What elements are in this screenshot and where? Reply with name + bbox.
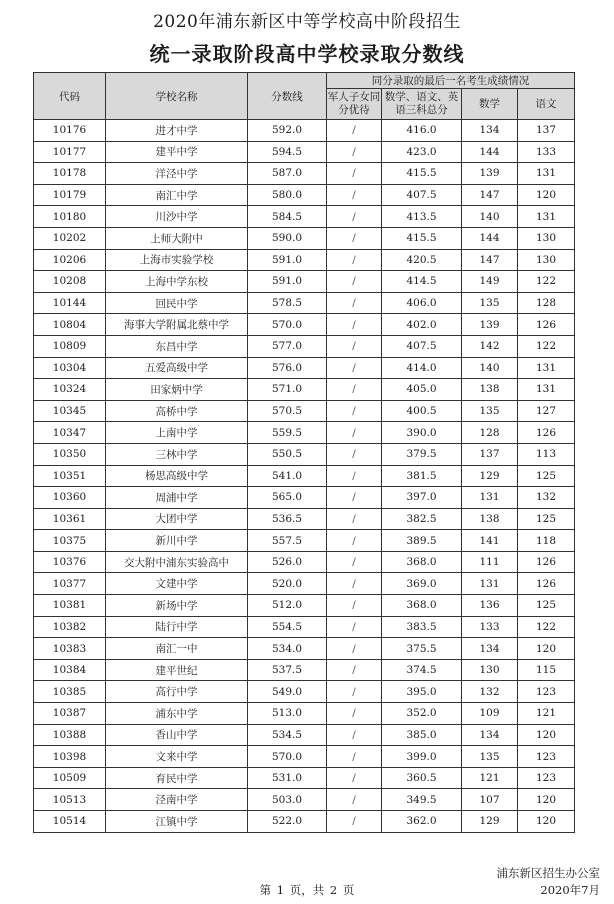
cell-school-name: 上海市实验学校: [106, 249, 248, 271]
cell-score-line: 534.5: [248, 724, 327, 746]
cell-school-name: 文建中学: [106, 573, 248, 595]
cell-military-priority: /: [327, 422, 382, 444]
cell-score-line: 512.0: [248, 595, 327, 617]
cell-math: 134: [462, 120, 518, 142]
cell-score-line: 580.0: [248, 184, 327, 206]
cell-code: 10513: [34, 789, 106, 811]
cell-code: 10361: [34, 508, 106, 530]
cell-math: 130: [462, 659, 518, 681]
cell-three-subject-total: 395.0: [382, 681, 462, 703]
cell-math: 134: [462, 724, 518, 746]
cell-score-line: 513.0: [248, 703, 327, 725]
cell-score-line: 549.0: [248, 681, 327, 703]
cell-chinese: 128: [518, 292, 575, 314]
cell-chinese: 123: [518, 681, 575, 703]
cell-score-line: 541.0: [248, 465, 327, 487]
table-row: [34, 789, 575, 811]
table-row: [34, 595, 575, 617]
cell-score-line: 550.5: [248, 443, 327, 465]
header-code: 代码: [34, 73, 106, 120]
cell-code: 10514: [34, 811, 106, 833]
cell-school-name: 大团中学: [106, 508, 248, 530]
cell-chinese: 115: [518, 659, 575, 681]
cell-military-priority: /: [327, 271, 382, 293]
cell-chinese: 122: [518, 335, 575, 357]
table-row: [34, 314, 575, 336]
cell-code: 10345: [34, 400, 106, 422]
cell-military-priority: /: [327, 487, 382, 509]
cell-chinese: 130: [518, 227, 575, 249]
cell-score-line: 576.0: [248, 357, 327, 379]
cell-math: 137: [462, 443, 518, 465]
cell-school-name: 育民中学: [106, 767, 248, 789]
cell-school-name: 新场中学: [106, 595, 248, 617]
cell-school-name: 南汇一中: [106, 638, 248, 660]
cell-chinese: 131: [518, 379, 575, 401]
cell-chinese: 123: [518, 746, 575, 768]
table-row: [34, 573, 575, 595]
cell-school-name: 进才中学: [106, 120, 248, 142]
cell-three-subject-total: 352.0: [382, 703, 462, 725]
cell-chinese: 126: [518, 314, 575, 336]
cell-three-subject-total: 374.5: [382, 659, 462, 681]
header-tie-group: 同分录取的最后一名考生成绩情况: [327, 73, 575, 89]
cell-school-name: 高行中学: [106, 681, 248, 703]
table-row: [34, 120, 575, 142]
table-row: [34, 767, 575, 789]
cell-three-subject-total: 379.5: [382, 443, 462, 465]
cell-military-priority: /: [327, 314, 382, 336]
table-row: [34, 487, 575, 509]
cell-code: 10347: [34, 422, 106, 444]
cell-military-priority: /: [327, 292, 382, 314]
cell-score-line: 536.5: [248, 508, 327, 530]
table-row: [34, 443, 575, 465]
cell-three-subject-total: 402.0: [382, 314, 462, 336]
cell-chinese: 131: [518, 206, 575, 228]
cell-military-priority: /: [327, 141, 382, 163]
cell-military-priority: /: [327, 357, 382, 379]
cell-three-subject-total: 368.0: [382, 595, 462, 617]
cell-score-line: 554.5: [248, 616, 327, 638]
cell-code: 10382: [34, 616, 106, 638]
cell-math: 149: [462, 271, 518, 293]
cell-code: 10177: [34, 141, 106, 163]
cell-school-name: 泾南中学: [106, 789, 248, 811]
cell-school-name: 文来中学: [106, 746, 248, 768]
table-row: [34, 551, 575, 573]
cell-chinese: 125: [518, 595, 575, 617]
table-row: [34, 249, 575, 271]
cell-military-priority: /: [327, 573, 382, 595]
cell-math: 139: [462, 314, 518, 336]
cell-three-subject-total: 415.5: [382, 163, 462, 185]
cell-code: 10176: [34, 120, 106, 142]
cell-math: 135: [462, 400, 518, 422]
cell-military-priority: /: [327, 681, 382, 703]
cell-school-name: 上师大附中: [106, 227, 248, 249]
cell-score-line: 590.0: [248, 227, 327, 249]
header-three-subject-total: 数学、语文、英语三科总分: [382, 89, 462, 120]
table-row: [34, 465, 575, 487]
cell-school-name: 陆行中学: [106, 616, 248, 638]
cell-chinese: 130: [518, 249, 575, 271]
cell-code: 10304: [34, 357, 106, 379]
cell-code: 10351: [34, 465, 106, 487]
cell-three-subject-total: 385.0: [382, 724, 462, 746]
cell-score-line: 559.5: [248, 422, 327, 444]
cell-three-subject-total: 389.5: [382, 530, 462, 552]
cell-military-priority: /: [327, 206, 382, 228]
cell-three-subject-total: 390.0: [382, 422, 462, 444]
table-row: [34, 724, 575, 746]
table-row: [34, 379, 575, 401]
cell-chinese: 131: [518, 163, 575, 185]
cell-school-name: 回民中学: [106, 292, 248, 314]
cell-military-priority: /: [327, 120, 382, 142]
cell-school-name: 五爱高级中学: [106, 357, 248, 379]
cell-math: 135: [462, 292, 518, 314]
cell-chinese: 123: [518, 767, 575, 789]
cell-code: 10206: [34, 249, 106, 271]
issue-date: 2020年7月: [540, 883, 600, 897]
cell-school-name: 东昌中学: [106, 335, 248, 357]
cell-score-line: 570.5: [248, 400, 327, 422]
cell-math: 129: [462, 465, 518, 487]
cell-school-name: 新川中学: [106, 530, 248, 552]
cell-code: 10180: [34, 206, 106, 228]
cell-military-priority: /: [327, 659, 382, 681]
cell-code: 10509: [34, 767, 106, 789]
cell-score-line: 578.5: [248, 292, 327, 314]
cell-math: 107: [462, 789, 518, 811]
cell-math: 141: [462, 530, 518, 552]
cell-math: 142: [462, 335, 518, 357]
cell-math: 111: [462, 551, 518, 573]
cell-chinese: 126: [518, 573, 575, 595]
cell-military-priority: /: [327, 249, 382, 271]
cell-military-priority: /: [327, 724, 382, 746]
table-row: [34, 163, 575, 185]
cell-chinese: 120: [518, 184, 575, 206]
cell-score-line: 526.0: [248, 551, 327, 573]
cell-military-priority: /: [327, 465, 382, 487]
cell-math: 129: [462, 811, 518, 833]
cell-code: 10375: [34, 530, 106, 552]
cell-code: 10384: [34, 659, 106, 681]
cell-school-name: 三林中学: [106, 443, 248, 465]
cell-code: 10144: [34, 292, 106, 314]
cell-chinese: 137: [518, 120, 575, 142]
cell-score-line: 577.0: [248, 335, 327, 357]
header-score-line: 分数线: [248, 73, 327, 120]
cell-three-subject-total: 416.0: [382, 120, 462, 142]
cell-math: 147: [462, 249, 518, 271]
header-chinese: 语文: [518, 89, 575, 120]
cell-three-subject-total: 369.0: [382, 573, 462, 595]
cell-score-line: 557.5: [248, 530, 327, 552]
cell-military-priority: /: [327, 163, 382, 185]
cell-school-name: 江镇中学: [106, 811, 248, 833]
cell-military-priority: /: [327, 551, 382, 573]
cell-score-line: 594.5: [248, 141, 327, 163]
cell-chinese: 132: [518, 487, 575, 509]
table-row: [34, 335, 575, 357]
cell-school-name: 川沙中学: [106, 206, 248, 228]
cell-score-line: 571.0: [248, 379, 327, 401]
cell-chinese: 113: [518, 443, 575, 465]
cell-school-name: 南汇中学: [106, 184, 248, 206]
cell-score-line: 591.0: [248, 271, 327, 293]
cell-math: 128: [462, 422, 518, 444]
cell-code: 10804: [34, 314, 106, 336]
document-subtitle: 统一录取阶段高中学校录取分数线: [149, 42, 465, 66]
cell-code: 10388: [34, 724, 106, 746]
cell-three-subject-total: 423.0: [382, 141, 462, 163]
table-row: [34, 227, 575, 249]
cell-code: 10202: [34, 227, 106, 249]
cell-code: 10383: [34, 638, 106, 660]
cell-code: 10179: [34, 184, 106, 206]
cell-math: 139: [462, 163, 518, 185]
cell-three-subject-total: 382.5: [382, 508, 462, 530]
table-row: [34, 746, 575, 768]
cell-code: 10385: [34, 681, 106, 703]
cell-code: 10381: [34, 595, 106, 617]
cell-three-subject-total: 413.5: [382, 206, 462, 228]
table-row: [34, 400, 575, 422]
cell-three-subject-total: 375.5: [382, 638, 462, 660]
table-row: [34, 292, 575, 314]
cell-military-priority: /: [327, 767, 382, 789]
table-row: [34, 357, 575, 379]
cell-military-priority: /: [327, 595, 382, 617]
cell-code: 10377: [34, 573, 106, 595]
cell-chinese: 127: [518, 400, 575, 422]
cell-score-line: 537.5: [248, 659, 327, 681]
cell-school-name: 洋泾中学: [106, 163, 248, 185]
cell-military-priority: /: [327, 379, 382, 401]
cell-score-line: 584.5: [248, 206, 327, 228]
cell-math: 140: [462, 357, 518, 379]
cell-chinese: 121: [518, 703, 575, 725]
cell-code: 10387: [34, 703, 106, 725]
cell-military-priority: /: [327, 811, 382, 833]
cell-three-subject-total: 383.5: [382, 616, 462, 638]
cell-code: 10398: [34, 746, 106, 768]
table-row: [34, 206, 575, 228]
cell-military-priority: /: [327, 703, 382, 725]
cell-chinese: 120: [518, 811, 575, 833]
cell-math: 133: [462, 616, 518, 638]
cell-code: 10350: [34, 443, 106, 465]
cell-school-name: 海事大学附属北蔡中学: [106, 314, 248, 336]
table-row: [34, 271, 575, 293]
cell-math: 131: [462, 573, 518, 595]
cell-three-subject-total: 407.5: [382, 335, 462, 357]
cell-math: 138: [462, 508, 518, 530]
score-table: [33, 72, 575, 833]
header-school-name: 学校名称: [106, 73, 248, 120]
cell-military-priority: /: [327, 184, 382, 206]
cell-school-name: 田家炳中学: [106, 379, 248, 401]
cell-three-subject-total: 407.5: [382, 184, 462, 206]
cell-math: 134: [462, 638, 518, 660]
cell-chinese: 120: [518, 789, 575, 811]
table-row: [34, 703, 575, 725]
table-row: [34, 681, 575, 703]
cell-code: 10360: [34, 487, 106, 509]
table-row: [34, 508, 575, 530]
cell-math: 136: [462, 595, 518, 617]
cell-code: 10208: [34, 271, 106, 293]
cell-three-subject-total: 360.5: [382, 767, 462, 789]
cell-three-subject-total: 420.5: [382, 249, 462, 271]
table-row: [34, 530, 575, 552]
cell-chinese: 125: [518, 508, 575, 530]
cell-score-line: 531.0: [248, 767, 327, 789]
cell-chinese: 122: [518, 271, 575, 293]
cell-math: 144: [462, 227, 518, 249]
cell-school-name: 浦东中学: [106, 703, 248, 725]
cell-math: 147: [462, 184, 518, 206]
cell-chinese: 126: [518, 551, 575, 573]
cell-military-priority: /: [327, 616, 382, 638]
cell-chinese: 126: [518, 422, 575, 444]
cell-military-priority: /: [327, 508, 382, 530]
cell-three-subject-total: 362.0: [382, 811, 462, 833]
cell-three-subject-total: 414.5: [382, 271, 462, 293]
cell-school-name: 香山中学: [106, 724, 248, 746]
cell-math: 109: [462, 703, 518, 725]
cell-chinese: 120: [518, 638, 575, 660]
cell-chinese: 133: [518, 141, 575, 163]
cell-military-priority: /: [327, 227, 382, 249]
cell-three-subject-total: 406.0: [382, 292, 462, 314]
cell-three-subject-total: 368.0: [382, 551, 462, 573]
header-military-priority: 军人子女同分优待: [327, 89, 382, 120]
cell-score-line: 565.0: [248, 487, 327, 509]
cell-math: 140: [462, 206, 518, 228]
cell-math: 138: [462, 379, 518, 401]
cell-school-name: 高桥中学: [106, 400, 248, 422]
issuing-office: 浦东新区招生办公室: [496, 866, 600, 880]
cell-code: 10324: [34, 379, 106, 401]
cell-code: 10178: [34, 163, 106, 185]
cell-chinese: 120: [518, 724, 575, 746]
cell-school-name: 建平中学: [106, 141, 248, 163]
page-number: 第 1 页，共 2 页: [259, 883, 355, 897]
cell-military-priority: /: [327, 400, 382, 422]
cell-three-subject-total: 415.5: [382, 227, 462, 249]
document-title: 2020年浦东新区中等学校高中阶段招生: [153, 12, 461, 32]
cell-military-priority: /: [327, 746, 382, 768]
cell-three-subject-total: 381.5: [382, 465, 462, 487]
cell-code: 10376: [34, 551, 106, 573]
cell-three-subject-total: 400.5: [382, 400, 462, 422]
cell-military-priority: /: [327, 638, 382, 660]
cell-school-name: 建平世纪: [106, 659, 248, 681]
score-table-body: [34, 120, 575, 833]
cell-math: 121: [462, 767, 518, 789]
cell-score-line: 587.0: [248, 163, 327, 185]
cell-military-priority: /: [327, 530, 382, 552]
cell-school-name: 上南中学: [106, 422, 248, 444]
cell-chinese: 122: [518, 616, 575, 638]
cell-three-subject-total: 399.0: [382, 746, 462, 768]
cell-three-subject-total: 405.0: [382, 379, 462, 401]
cell-school-name: 杨思高级中学: [106, 465, 248, 487]
cell-score-line: 570.0: [248, 314, 327, 336]
cell-score-line: 503.0: [248, 789, 327, 811]
cell-score-line: 522.0: [248, 811, 327, 833]
cell-chinese: 125: [518, 465, 575, 487]
table-row: [34, 811, 575, 833]
cell-score-line: 591.0: [248, 249, 327, 271]
cell-code: 10809: [34, 335, 106, 357]
table-row: [34, 422, 575, 444]
cell-score-line: 520.0: [248, 573, 327, 595]
cell-three-subject-total: 397.0: [382, 487, 462, 509]
cell-score-line: 534.0: [248, 638, 327, 660]
cell-chinese: 118: [518, 530, 575, 552]
cell-math: 132: [462, 681, 518, 703]
cell-school-name: 上海中学东校: [106, 271, 248, 293]
cell-math: 144: [462, 141, 518, 163]
header-math: 数学: [462, 89, 518, 120]
cell-score-line: 570.0: [248, 746, 327, 768]
cell-military-priority: /: [327, 789, 382, 811]
table-row: [34, 638, 575, 660]
cell-score-line: 592.0: [248, 120, 327, 142]
table-row: [34, 141, 575, 163]
cell-three-subject-total: 414.0: [382, 357, 462, 379]
table-row: [34, 659, 575, 681]
cell-school-name: 交大附中浦东实验高中: [106, 551, 248, 573]
cell-math: 131: [462, 487, 518, 509]
cell-military-priority: /: [327, 443, 382, 465]
cell-military-priority: /: [327, 335, 382, 357]
table-row: [34, 616, 575, 638]
cell-math: 135: [462, 746, 518, 768]
cell-school-name: 周浦中学: [106, 487, 248, 509]
cell-three-subject-total: 349.5: [382, 789, 462, 811]
table-row: [34, 184, 575, 206]
cell-chinese: 131: [518, 357, 575, 379]
